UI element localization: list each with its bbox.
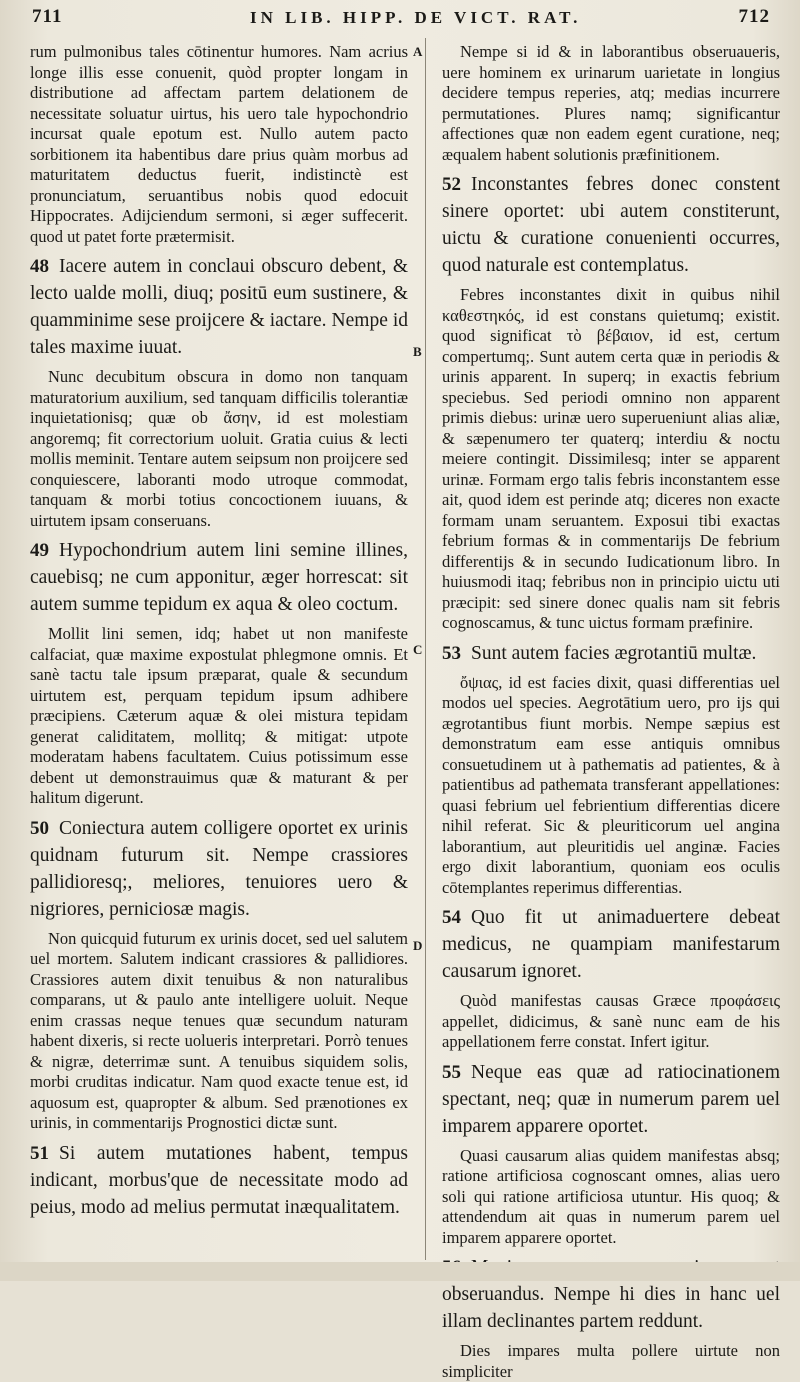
left-page-number: 711 [32, 6, 63, 27]
right-page-number: 712 [738, 6, 770, 27]
lemma-50 [30, 815, 408, 923]
margin-letter-a: A [413, 44, 423, 59]
lemma-number: 54 [442, 907, 461, 928]
lemma-number: 48 [30, 256, 49, 277]
lemma-text: Coniectura autem colligere oportet ex urinis quidnam futurum sit. Nempe crassiores pallidioresq;, meliores, tenuiores uero & nigriores, perniciosæ magis. [30, 817, 408, 920]
lemma-text: Inconstantes febres donec constent sinere oportet: ubi autem constiterunt, uictu & curatione conuenienti occurres, quod naturale est contemplatus. [442, 174, 780, 276]
lemma-text: obseruandus. Nempe hi dies in hanc uel illam declinantes partem reddunt. [442, 1284, 780, 1332]
commentary-paragraph: Nunc decubitum obscura in domo non tanquam maturatorium auxilium, sed tanquam difficilis tolerantiæ inquietationisq; quæ ob ἄσην, id est molestiam angoremq; fit correctorium uoluit. Gratia cuius & lecti mollis meminit. Tentare autem seipsum non proijcere sed conquiescere, laboranti modo utroque commodat, tanquam & morbi totius concoctionem iuuans, & uirtutem ipsam conseruans. [30, 367, 408, 530]
lemma-text: Neque eas quæ ad ratiocinationem spectant, neq; quæ in numerum parem uel imparem apparere oportet. [442, 1061, 780, 1137]
lemma-text: Sunt autem facies ægrotantiū multæ. [471, 642, 757, 664]
lemma-number: 50 [30, 817, 49, 839]
page-header [0, 0, 800, 40]
lemma-49 [30, 537, 408, 618]
running-title: IN LIB. HIPP. DE VICT. RAT. [250, 8, 582, 27]
lemma-51 [30, 1140, 408, 1221]
lemma-number: 49 [30, 540, 49, 561]
lemma-text: Hypochondrium autem lini semine illines, cauebisq; ne cum apponitur, æger horrescat: sit autem summe tepidum ex aqua & oleo coctum. [30, 540, 408, 615]
commentary-paragraph: Febres inconstantes dixit in quibus nihil καθεστηκός, id est constans quietumq; existit. quod significat τὸ βέβαιον, id est, certum compertumq;. Sunt autem certa quæ in periodis & urinis apparent. In superq; in exactis febrium speciebus. Sed periodi omnino non apparent primis diebus: urinæ uero superueniunt alias aliæ, & sæpenumero ter quaterq; interdiu & noctu meiere contingit. Dissimilesq; inter se apparent urinæ. Formam ergo talis febris inconstantem esse ait, quod idem est perinde atq; diceres non exacte formam unam seruantem. Exposui tibi exactas febrium formas & in commentarijs De febrium differentijs & in secundo Iudicationum libro. In huiusmodi itaq; febribus non in principio uictu uti præcipit: sed sinere donec qualis nam sit febris cognoscamus, & tunc uictus formam præfinire. [442, 285, 780, 632]
lemma-text: Si autem mutationes habent, tempus indicant, morbus'que de necessitate modo ad peius, modo ad melius permutat inæqualitatem. [30, 1142, 408, 1218]
lemma-number: 53 [442, 642, 461, 664]
lemma-number: 55 [442, 1061, 461, 1083]
page-bottom-edge [0, 1262, 800, 1281]
margin-letter-d: D [413, 938, 423, 953]
right-column [442, 42, 780, 1382]
commentary-paragraph: Quòd manifestas causas Græce προφάσεις appellet, didicimus, & sanè nunc eam de his appellationem ferre constat. Infert igitur. [442, 991, 780, 1051]
commentary-paragraph: Non quicquid futurum ex urinis docet, sed uel salutem uel mortem. Salutem indicant crassiores & pallidiores. Crassiores autem dixit tenuibus & non naturalibus comparans, ut & paulo ante intelligere uoluit. Neque enim crassas neque tenues quæ secundum naturam habent dixeris, si recte uolueris interpretari. Porrò tenues & nigræ, deterrimæ sunt. A tenuibus siquidem solis, morbi cruditas indicatur. Nam quod exacte tenue est, id aquosum est, quapropter & album. Sed prænotiones ex urinis, in commentarijs Prognostici dictæ sunt. [30, 928, 408, 1132]
lemma-48 [30, 253, 408, 361]
commentary-paragraph: ὄψιας, id est facies dixit, quasi differentias uel modos uel species. Aegrotātium uero, pro ijs qui ægrotantibus fiunt morbis. Nempe sæpius est demonstratum eam esse antiquis omnibus consuetudinem ut à pathematis ad patientes, & à patientibus ad pathemata transferant appellationes: quasi febrium uel febrientium differentias dicere nihil referat. Sic & pleuriticorum uel angina laborantium, aut pleuritidis uel anginæ. Facies ergo dixit laborantium, quoniam eos oculis cōtemplantes reperimus differentias. [442, 672, 780, 897]
commentary-paragraph: rum pulmonibus tales cōtinentur humores. Nam acrius longe illis esse conuenit, quòd propter longam in distributione ad affectam partem delationem de necessitate soluatur uirtus, his uero tale hypochondrio incursat quale epotum est. Nullo autem pacto sorbitionem ita habentibus dare prius quàm morbus ad maturitatem deductus fuerit, indistinctè est pronunciatum, seruantibus nobis quod edocuit Hippocrates. Adijciendum sermoni, si æger suffecerit. quod ut patet forte prætermisit. [30, 42, 408, 246]
margin-letter-b: B [413, 344, 422, 359]
lemma-52 [442, 171, 780, 279]
commentary-paragraph: Quasi causarum alias quidem manifestas absq; ratione artificiosa cognoscant omnes, alias uero soli qui ratione artificiosa utuntur. His quoq; & attendendum ait quas in numerum parem uel imparem apparere oportet. [442, 1145, 780, 1247]
lemma-number: 51 [30, 1142, 49, 1164]
column-divider [425, 38, 426, 1260]
lemma-53 [442, 640, 780, 667]
margin-letter-c: C [413, 642, 423, 657]
lemma-54 [442, 904, 780, 985]
lemma-text: Quo fit ut animaduertere debeat medicus, ne quampiam manifestarum causarum ignoret. [442, 907, 780, 982]
lemma-number: 52 [442, 174, 461, 195]
lemma-text: Iacere autem in conclaui obscuro debent, & lecto ualde molli, diuq; positū eum sustinere, & quamminime sese proijcere & iactare. Nempe id tales maxime iuuat. [30, 256, 408, 358]
commentary-paragraph: Nempe si id & in laborantibus obseruaueris, uere hominem ex urinarum uarietate in longius decidere tempus reperies, atq; medias incurrere permutationes. Plures namq; significantur affectiones quæ non eadem egent curatione, neq; æqualem habent solutionis præfinitionem. [442, 42, 780, 164]
lemma-55 [442, 1059, 780, 1140]
commentary-paragraph: Dies impares multa pollere uirtute non simpliciter [442, 1341, 780, 1381]
left-column [30, 42, 408, 1221]
commentary-paragraph: Mollit lini semen, idq; habet ut non manifeste calfaciat, quæ maxime expostulat phlegmone omnis. Et sanè tactu tale ipsum præparat, quale & secundum uirtutem est, perquam tepidum ipsum adhibere præcipiens. Cæterum aquæ & olei mistura tepidam generat caliditatem, mollitq; & mitigat: utpote moderatam habens facultatem. Cuius potissimum esse debent ut demonstrauimus quæ & maturant & per halitum digerunt. [30, 624, 408, 807]
